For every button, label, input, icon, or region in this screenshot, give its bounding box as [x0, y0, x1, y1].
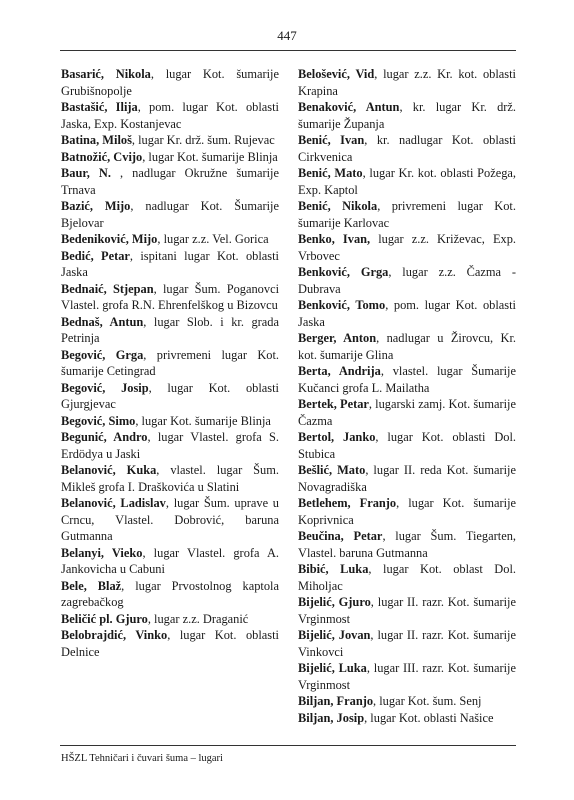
right-column	[298, 66, 516, 726]
register-entry	[298, 132, 516, 165]
register-entry	[298, 330, 516, 363]
register-entry	[61, 314, 279, 347]
entry-description: , pom. lugar Kot. oblasti Jaska, Exp. Kostanjevac	[61, 100, 280, 131]
entry-description: , lugar II. reda Kot. šumarije Novagradiška	[298, 463, 516, 494]
entry-description: , lugar Kot. oblasti Dol. Stubica	[298, 430, 516, 461]
register-entry	[298, 462, 516, 495]
page-number: 447	[277, 28, 297, 43]
entry-name: Biljan, Franjo	[298, 694, 374, 708]
entry-description: , lugar Kr. kot. oblasti Požega, Exp. Kaptol	[298, 166, 516, 197]
entry-name: Bednaić, Stjepan	[61, 281, 154, 296]
entry-name: Belobrajdić, Vinko	[61, 628, 168, 642]
entry-description: , privremeni lugar Kot. šumarije Cetingrad	[61, 347, 279, 378]
entry-description: , lugar III. razr. Kot. šumarije Vrginmost	[298, 661, 516, 692]
entry-name: Bibić, Luka	[298, 562, 369, 576]
header-rule	[60, 50, 516, 51]
entry-description: , lugar Šum. Tiegarten, Vlastel. baruna Gutmanna	[298, 529, 516, 560]
entry-description: , lugar II. razr. Kot. šumarije Vinkovci	[298, 628, 516, 659]
entry-description: , nadlugar u Žirovcu, Kr. kot. šumarije Glina	[298, 331, 516, 362]
entry-name: Bele, Blaž	[61, 578, 122, 593]
entry-name: Berger, Anton	[298, 331, 377, 345]
entry-name: Bedeniković, Mijo	[61, 232, 158, 246]
entry-description: , nadlugar Kot. Šumarije Bjelovar	[61, 199, 279, 230]
register-entry	[61, 545, 279, 578]
entry-name: Bazić, Mijo	[61, 199, 131, 213]
register-entry	[61, 99, 279, 132]
entry-name: Bertol, Janko	[298, 430, 376, 444]
entry-description: , lugar Slob. i kr. grada Petrinja	[61, 314, 280, 345]
register-entry	[298, 627, 516, 660]
entry-name: Berta, Andrija	[298, 364, 381, 378]
register-entry	[298, 297, 516, 330]
entry-name: Belanović, Ladislav	[61, 496, 166, 510]
register-entry	[61, 149, 279, 166]
entry-name: Benić, Mato	[298, 166, 363, 180]
register-entry	[61, 380, 279, 413]
entry-description: lugar z.z. Križevac, Exp. Vrbovec	[298, 232, 516, 263]
register-entry	[298, 710, 516, 727]
entry-name: Betlehem, Franjo	[298, 496, 397, 510]
entry-name: Bijelić, Jovan	[298, 628, 371, 642]
register-entry	[61, 165, 279, 198]
register-entry	[61, 66, 279, 99]
entry-name: Beličić pl. Gjuro	[61, 611, 148, 626]
entry-description: , lugar Vlastel. grofa A. Jankovicha u Cabuni	[61, 545, 279, 576]
register-entry	[298, 495, 516, 528]
entry-name: Belanyi, Vieko	[61, 545, 143, 560]
entry-name: Benić, Ivan	[298, 133, 365, 147]
register-entry	[298, 693, 516, 710]
entry-description: , ispitani lugar Kot. oblasti Jaska	[61, 248, 279, 279]
entry-name: Begović, Grga	[61, 347, 144, 362]
register-entry	[298, 66, 516, 99]
entry-description: , lugar Kot. šumarije Blinja	[142, 149, 278, 164]
footer-rule	[60, 745, 516, 746]
entry-name: Batnožić, Cvijo	[61, 149, 143, 164]
entry-name: Bijelić, Gjuro	[298, 595, 371, 609]
entry-name: Belošević, Vid	[298, 67, 375, 81]
register-entry	[298, 363, 516, 396]
entry-name: Biljan, Josip	[298, 710, 365, 725]
register-entry	[298, 396, 516, 429]
entry-description: , lugar Šum. Poganovci Vlastel. grofa R.N. Ehrenfelškog u Bizovcu	[61, 281, 280, 312]
register-entry	[61, 231, 279, 248]
entry-name: Benić, Nikola	[298, 199, 378, 213]
entry-name: Benković, Tomo	[298, 298, 386, 312]
entry-description: , lugar Kr. drž. šum. Rujevac	[131, 133, 275, 147]
entry-name: Bertek, Petar	[298, 397, 369, 411]
register-entry	[61, 495, 279, 545]
entry-description: , vlastel. lugar Šum. Mikleš grofa I. Draškovića u Slatini	[61, 463, 279, 494]
entry-name: Begunić, Andro	[61, 430, 148, 444]
entry-name: Bastašić, Ilija	[61, 100, 138, 114]
register-entry	[61, 347, 279, 380]
entry-description: , lugarski zamj. Kot. šumarije Čazma	[298, 397, 516, 428]
register-entry	[61, 132, 279, 149]
entry-name: Baur, N.	[61, 166, 111, 180]
register-entry	[61, 627, 279, 660]
register-entry	[61, 281, 279, 314]
entry-name: Benko, Ivan,	[298, 232, 371, 246]
footer-text: HŠZL Tehničari i čuvari šuma – lugari	[61, 753, 223, 764]
entry-description: , lugar Kot. oblasti Našice	[364, 710, 494, 725]
entry-description: , privremeni lugar Kot. šumarije Karlovac	[298, 199, 516, 230]
entry-name: Begović, Simo	[61, 413, 136, 428]
entry-description: , lugar II. razr. Kot. šumarije Vrginmost	[298, 595, 516, 626]
entry-description: , lugar z.z. Draganić	[147, 611, 249, 626]
entry-description: , kr. lugar Kr. drž. šumarije Županja	[298, 100, 516, 131]
entry-name: Batina, Miloš	[61, 133, 132, 147]
register-entry	[298, 264, 516, 297]
register-entry	[298, 231, 516, 264]
entry-description: , lugar Kot. oblasti Gjurgjevac	[61, 380, 279, 411]
register-entry	[298, 660, 516, 693]
entry-description: , lugar Kot. šumarije Blinja	[135, 413, 271, 428]
entry-name: Benaković, Antun	[298, 100, 400, 114]
register-entry	[61, 413, 279, 430]
register-entry	[298, 198, 516, 231]
entry-description: , lugar z.z. Vel. Gorica	[157, 232, 269, 246]
entry-description: , lugar Kot. oblast Dol. Miholjac	[298, 562, 516, 593]
entry-description: , lugar Kot. šum. Senj	[373, 694, 482, 708]
entry-name: Bedić, Petar	[61, 248, 130, 263]
entry-description: , lugar Kot. šumarije Koprivnica	[298, 496, 517, 527]
entry-description: , lugar Kot. šumarije Grubišnopolje	[61, 67, 279, 98]
left-column	[61, 66, 279, 660]
entry-name: Bijelić, Luka	[298, 661, 367, 675]
entry-name: Beučina, Petar	[298, 529, 383, 543]
entry-description: , lugar Prvostolnog kaptola zagrebačkog	[61, 578, 279, 609]
register-entry	[298, 99, 516, 132]
entry-name: Begović, Josip	[61, 380, 149, 395]
register-entry	[298, 561, 516, 594]
entry-name: Belanović, Kuka	[61, 463, 157, 477]
entry-description: , lugar z.z. Kr. kot. oblasti Krapina	[298, 67, 516, 98]
register-entry	[298, 429, 516, 462]
register-entry	[61, 198, 279, 231]
entry-description: , lugar Vlastel. grofa S. Erdödya u Jaski	[61, 430, 279, 461]
register-entry	[298, 528, 516, 561]
entry-name: Basarić, Nikola	[61, 67, 151, 81]
entry-description: , kr. nadlugar Kot. oblasti Cirkvenica	[298, 133, 516, 164]
entry-name: Benković, Grga	[298, 265, 389, 279]
entry-description: , pom. lugar Kot. oblasti Jaska	[298, 298, 516, 329]
register-entry	[298, 594, 516, 627]
register-entry	[61, 462, 279, 495]
entry-description: , lugar Šum. uprave u Crncu, Vlastel. Dobrović, baruna Gutmanna	[61, 496, 279, 543]
entry-description: , lugar z.z. Čazma - Dubrava	[298, 265, 517, 296]
register-entry	[61, 578, 279, 611]
entry-description: , nadlugar Okružne šumarije Trnava	[61, 166, 279, 197]
entry-name: Bednaš, Antun	[61, 314, 144, 329]
register-entry	[298, 165, 516, 198]
entry-name: Bešlić, Mato	[298, 463, 366, 477]
register-entry	[61, 429, 279, 462]
register-entry	[61, 248, 279, 281]
register-entry	[61, 611, 279, 628]
entry-description: , vlastel. lugar Šumarije Kučanci grofa L. Mailatha	[298, 364, 516, 395]
entry-description: , lugar Kot. oblasti Delnice	[61, 628, 280, 659]
